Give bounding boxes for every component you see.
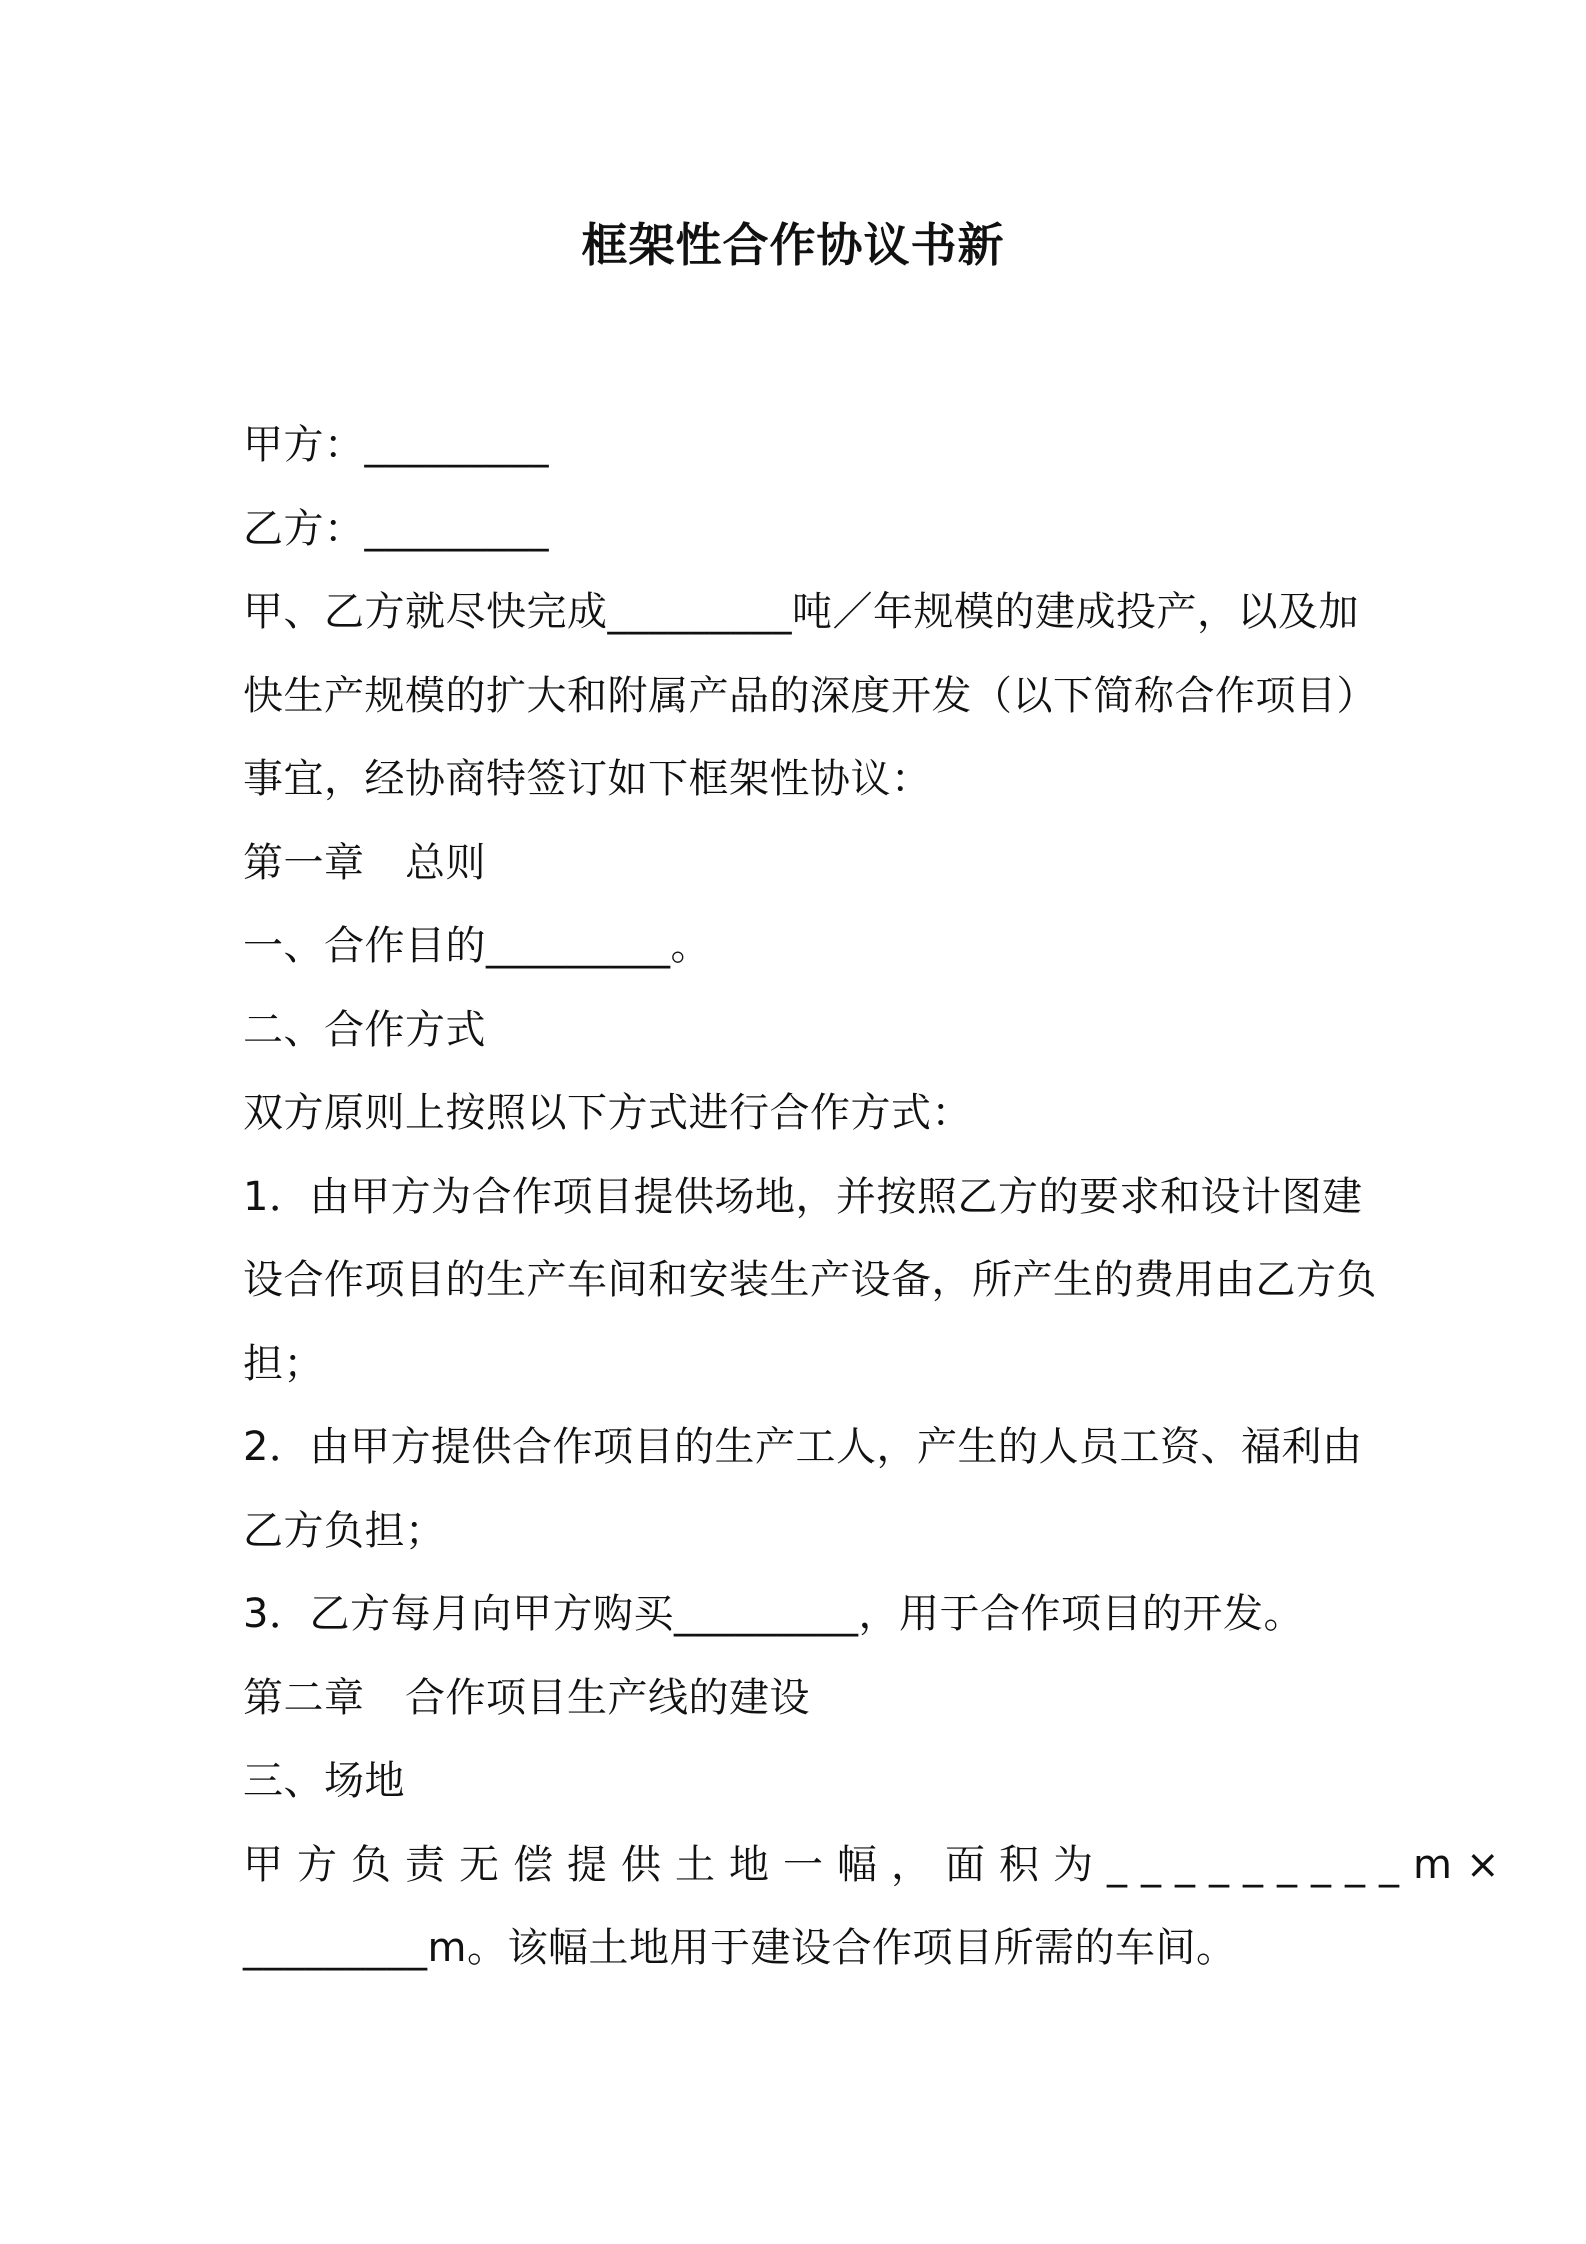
- section-2-intro: 双方原则上按照以下方式进行合作方式：: [243, 1090, 972, 1136]
- section-3-heading: 三、场地: [243, 1758, 405, 1804]
- section-3-line-1: 甲方负责无偿提供土地一幅，面积为_________m×: [243, 1841, 1514, 1888]
- clause-2-line-2: 乙方负担；: [243, 1507, 446, 1554]
- clause-1-line-3: 担；: [243, 1340, 324, 1387]
- document-title: 框架性合作协议书新: [581, 218, 1005, 272]
- party-b-line: 乙方：_________: [243, 505, 549, 552]
- intro-paragraph-line-3: 事宜，经协商特签订如下框架性协议：: [243, 756, 932, 802]
- section-3-line-2: _________m。该幅土地用于建设合作项目所需的车间。: [243, 1925, 1237, 1971]
- section-1-purpose: 一、合作目的_________。: [243, 923, 711, 969]
- document-body: [243, 404, 1514, 1991]
- chapter-2-heading: 第二章 合作项目生产线的建设: [243, 1674, 810, 1721]
- clause-2-line-1: 2．由甲方提供合作项目的生产工人，产生的人员工资、福利由: [243, 1424, 1363, 1470]
- intro-paragraph-line-2: 快生产规模的扩大和附属产品的深度开发（以下简称合作项目）: [243, 672, 1377, 719]
- clause-1-line-2: 设合作项目的生产车间和安装生产设备，所产生的费用由乙方负: [243, 1257, 1377, 1303]
- clause-1-line-1: 1．由甲方为合作项目提供场地，并按照乙方的要求和设计图建: [243, 1173, 1363, 1220]
- chapter-1-heading: 第一章 总则: [243, 839, 486, 886]
- clause-3-line: 3．乙方每月向甲方购买_________，用于合作项目的开发。: [243, 1591, 1304, 1637]
- intro-paragraph-line-1: 甲、乙方就尽快完成_________吨／年规模的建成投产，以及加: [243, 589, 1359, 635]
- party-a-line: 甲方：_________: [243, 422, 549, 468]
- section-2-heading: 二、合作方式: [243, 1006, 486, 1053]
